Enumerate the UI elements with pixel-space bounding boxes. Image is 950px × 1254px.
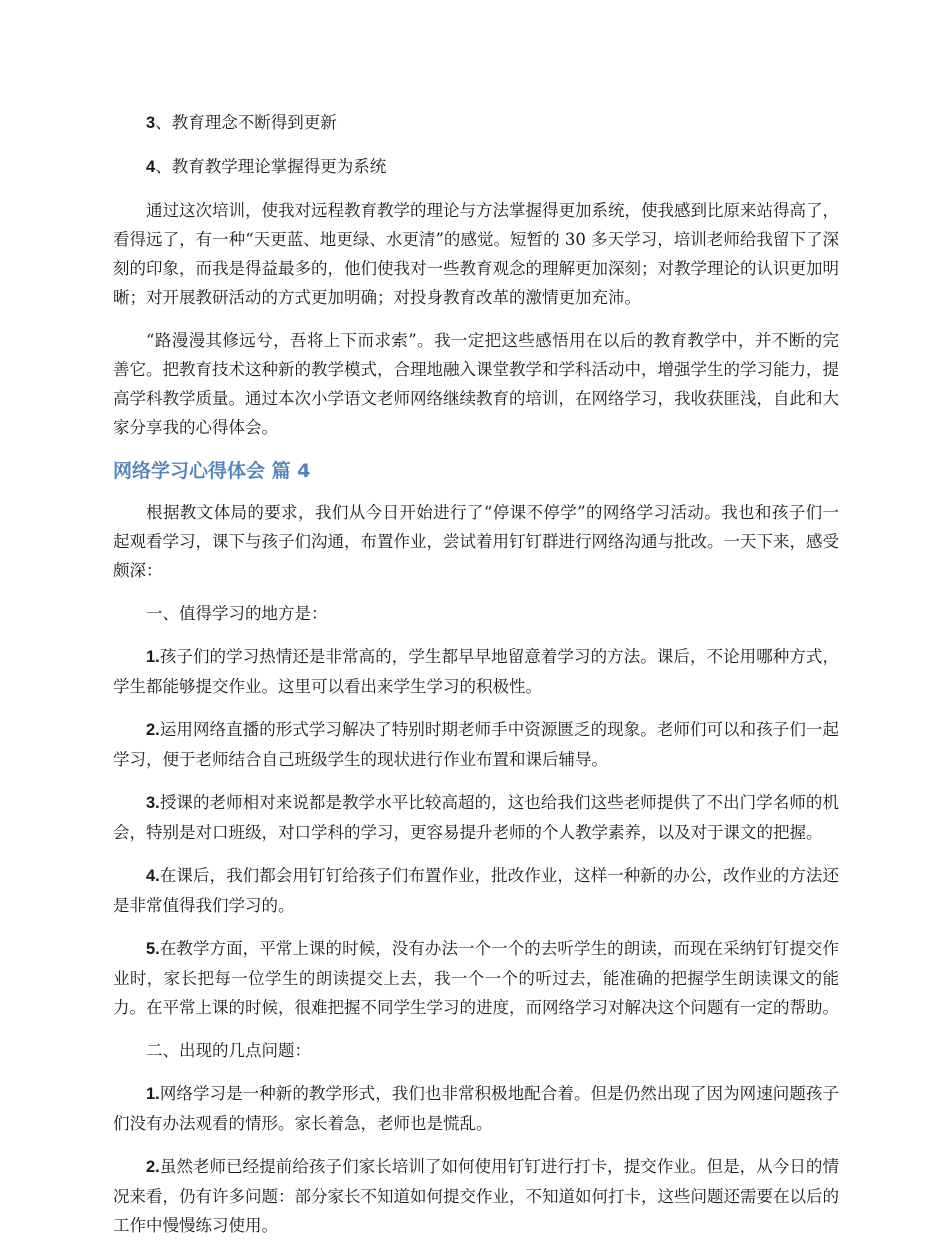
document-body (113, 108, 839, 1254)
list-item (113, 152, 839, 182)
section-heading: 网络学习心得体会 篇 4 (113, 460, 311, 482)
item-text: 在教学方面，平常上课的时候，没有办法一个一个的去听学生的朗读，而现在采纳钉钉提交作业时，家长把每一位学生的朗读提交上去，我一个一个的听过去，能准确的把握学生朗读课文的能力。在平常上课的时候，很难把握不同学生学习的进度，而网络学习对解决这个问题有一定的帮助。 (113, 939, 839, 1017)
item-text: 、教育教学理论掌握得更为系统 (155, 157, 387, 176)
section-title: 二、出现的几点问题： (146, 1041, 311, 1060)
item-text: 在课后，我们都会用钉钉给孩子们布置作业，批改作业，这样一种新的办公，改作业的方法还是非常值得我们学习的。 (113, 866, 839, 915)
list-item (113, 788, 839, 847)
list-item (113, 642, 839, 701)
item-text: 虽然老师已经提前给孩子们家长培训了如何使用钉钉进行打卡，提交作业。但是，从今日的情况来看，仍有许多问题：部分家长不知道如何提交作业，不知道如何打卡，这些问题还需要在以后的工作中慢慢练习使用。 (113, 1157, 839, 1235)
paragraph: “路漫漫其修远兮，吾将上下而求索”。我一定把这些感悟用在以后的教育教学中，并不断的完善它。把教育技术这种新的教学模式，合理地融入课堂教学和学科活动中，增强学生的学习能力，提高学科教学质量。通过本次小学语文老师网络继续教育的培训，在网络学习，我收获匪浅，自此和大家分享我的心得体会。 (113, 331, 839, 437)
item-number: 3 (146, 114, 156, 132)
list-item (113, 715, 839, 774)
item-number: 2. (146, 1158, 160, 1176)
item-number: 1. (146, 1085, 160, 1103)
list-item (113, 861, 839, 920)
list-item (113, 108, 839, 138)
item-number: 3. (146, 794, 160, 812)
item-text: 运用网络直播的形式学习解决了特别时期老师手中资源匮乏的现象。老师们可以和孩子们一起学习，便于老师结合自己班级学生的现状进行作业布置和课后辅导。 (113, 720, 839, 769)
item-number: 5. (146, 940, 160, 958)
list-item (113, 1152, 839, 1240)
list-item (113, 934, 839, 1022)
item-text: 孩子们的学习热情还是非常高的，学生都早早地留意着学习的方法。课后，不论用哪种方式，学生都能够提交作业。这里可以看出来学生学习的积极性。 (113, 647, 839, 696)
section-title: 一、值得学习的地方是： (146, 604, 328, 623)
item-number: 2. (146, 721, 160, 739)
paragraph: 根据教文体局的要求，我们从今日开始进行了“停课不停学”的网络学习活动。我也和孩子们一起观看学习，课下与孩子们沟通，布置作业，尝试着用钉钉群进行网络沟通与批改。一天下来，感受颇深： (113, 503, 839, 580)
item-text: 、教育理念不断得到更新 (155, 113, 337, 132)
paragraph: 通过这次培训，使我对远程教育教学的理论与方法掌握得更加系统，使我感到比原来站得高了，看得远了，有一种“天更蓝、地更绿、水更清”的感觉。短暂的 30 多天学习，培训老师给我留下了深刻的印象，而我是得益最多的，他们使我对一些教育观念的理解更加深刻；对教学理论的认识更加明晰；对开展教研活动的方式更加明确；对投身教育改革的激情更加充沛。 (113, 201, 839, 307)
item-text: 授课的老师相对来说都是教学水平比较高超的，这也给我们这些老师提供了不出门学名师的机会，特别是对口班级，对口学科的学习，更容易提升老师的个人教学素养，以及对于课文的把握。 (113, 793, 839, 842)
item-number: 4. (146, 867, 160, 885)
item-number: 4 (146, 158, 156, 176)
item-text: 网络学习是一种新的教学形式，我们也非常积极地配合着。但是仍然出现了因为网速问题孩子们没有办法观看的情形。家长着急，老师也是慌乱。 (113, 1084, 839, 1133)
item-number: 1. (146, 648, 160, 666)
list-item (113, 1079, 839, 1138)
